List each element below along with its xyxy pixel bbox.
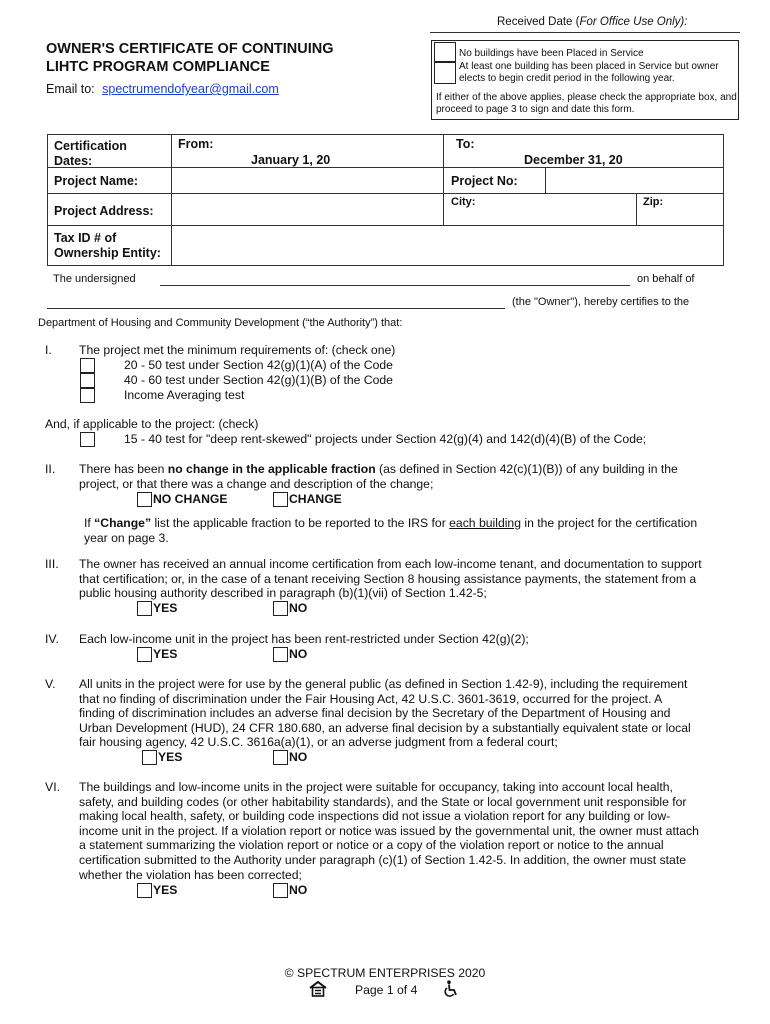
section-4-yes-checkbox[interactable] [137,647,152,662]
section-6-yes-checkbox[interactable] [137,883,152,898]
project-name-label-cell: Project Name: [47,167,172,194]
zip-field[interactable]: Zip: [636,193,724,226]
if-applicable-text: And, if applicable to the project: (check) [45,417,259,431]
project-no-label-cell: Project No: [443,167,546,194]
section-2-numeral: II. [45,462,56,476]
undersigned-label: The undersigned [53,273,136,285]
no-change-label: NO CHANGE [153,492,228,506]
section-4-no-checkbox[interactable] [273,647,288,662]
notice-instruction-line1: If either of the above applies, please check the appropriate box, and [436,92,737,103]
option-no-buildings: No buildings have been Placed in Service [459,48,644,59]
income-averaging-checkbox[interactable] [80,388,95,403]
no-buildings-placed-checkbox[interactable] [434,42,456,62]
test-20-50-label: 20 - 50 test under Section 42(g)(1)(A) of the Code [124,358,393,372]
equal-housing-icon [309,981,327,997]
page-title: OWNER'S CERTIFICATE OF CONTINUING LIHTC PROGRAM COMPLIANCE [46,41,334,75]
section-3-yes-checkbox[interactable] [137,601,152,616]
option-credit-period-line1: At least one building has been placed in Service but owner [459,61,719,72]
section-6-numeral: VI. [45,780,61,794]
change-checkbox[interactable] [273,492,288,507]
accessibility-icon [443,980,459,998]
owner-certifies-label: (the "Owner"), hereby certifies to the [512,296,690,308]
income-averaging-label: Income Averaging test [124,388,245,402]
cert-dates-label-cell: Certification Dates: [47,134,172,168]
section-3-text: The owner has received an annual income certification from each low-income tenant, and documentation to support that certification; or, in the case of a tenant receiving Section 8 housing assistance payments, the statement from a public housing authority described in paragraph (b)(1)(vii) of Section 1.42-5; [79,557,702,601]
section-3-no-label: NO [289,601,308,615]
undersigned-name-line[interactable] [160,285,630,286]
tax-id-label-cell: Tax ID # of Ownership Entity: [47,225,172,266]
department-statement: Department of Housing and Community Development (“the Authority”) that: [38,317,403,329]
project-name-field[interactable] [171,167,444,194]
notice-instruction-line2: proceed to page 3 to sign and date this form. [436,104,635,115]
change-label: CHANGE [289,492,342,506]
copyright: © SPECTRUM ENTERPRISES 2020 [284,966,486,980]
section-5-yes-label: YES [158,750,183,764]
section-6-yes-label: YES [153,883,178,897]
project-address-label-cell: Project Address: [47,193,172,226]
section-5-no-checkbox[interactable] [273,750,288,765]
to-date-field[interactable]: To: December 31, 20 [443,134,724,168]
section-5-yes-checkbox[interactable] [142,750,157,765]
option-credit-period-line2: elects to begin credit period in the following year. [459,73,675,84]
owner-name-line[interactable] [47,308,505,309]
section-6-text: The buildings and low-income units in the project were suitable for occupancy, taking into account local health, safety, and building codes (or other habitability standards), and the State or local government unit responsible for making local health, safety, or building code inspections did not issue a violation report for any building or low- income unit in the project. If a violation report or notice was issued by the governmental unit, the owner must attach a statement summarizing the violation report or notice or a copy of the violation report or notice to the annual certification submitted to the Authority under paragraph (c)(1) of Section 1.42-5. In addition, the owner must state whether the violation has been corrected; [79,780,699,882]
section-4-text: Each low-income unit in the project has been rent-restricted under Section 42(g)(2); [79,632,529,646]
section-4-yes-label: YES [153,647,178,661]
section-5-no-label: NO [289,750,308,764]
section-5-numeral: V. [45,677,56,691]
test-20-50-checkbox[interactable] [80,358,95,373]
credit-period-next-year-checkbox[interactable] [434,62,456,84]
project-no-field[interactable] [545,167,724,194]
deep-rent-skewed-checkbox[interactable] [80,432,95,447]
email-link[interactable]: spectrumendofyear@gmail.com [102,82,279,96]
city-field[interactable]: City: [443,193,637,226]
from-date-field[interactable]: From: January 1, 20 [171,134,444,168]
section-6-no-label: NO [289,883,308,897]
section-6-no-checkbox[interactable] [273,883,288,898]
section-1-text: The project met the minimum requirements of: (check one) [79,343,396,357]
section-5-text: All units in the project were for use by the general public (as defined in Section 1.42-9), including the requirement that no finding of discrimination under the Fair Housing Act, 42 U.S.C. 3601-3619, occurred for the project. A finding of discrimination includes an adverse final decision by the Secretary of the Department of Housing and Urban Development (HUD), 24 CFR 180.680, an adverse final decision by a substantially equivalent state or local fair housing agency, 42 U.S.C. 3616a(a)(1), or an adverse judgment from a federal court; [79,677,691,750]
deep-rent-skewed-label: 15 - 40 test for "deep rent-skewed" projects under Section 42(g)(4) and 142(d)(4)(B) of the Code; [124,432,647,446]
page-number: Page 1 of 4 [355,983,418,997]
project-address-field[interactable] [171,193,444,226]
received-date-underline [430,32,740,33]
change-note: If “Change” list the applicable fraction to be reported to the IRS for each building in the project for the certification year on page 3. [84,516,698,545]
section-3-numeral: III. [45,557,59,571]
tax-id-field[interactable] [171,225,724,266]
on-behalf-of-label: on behalf of [637,273,695,285]
section-1-numeral: I. [45,343,52,357]
section-3-yes-label: YES [153,601,178,615]
section-3-no-checkbox[interactable] [273,601,288,616]
received-date: Received Date (For Office Use Only): [497,16,688,28]
test-40-60-label: 40 - 60 test under Section 42(g)(1)(B) of the Code [124,373,393,387]
section-4-numeral: IV. [45,632,59,646]
section-2-text: There has been no change in the applicable fraction (as defined in Section 42(c)(1)(B)) of any building in the project, or that there was a change and description of the change; [79,462,678,491]
test-40-60-checkbox[interactable] [80,373,95,388]
section-4-no-label: NO [289,647,308,661]
email-line: Email to: spectrumendofyear@gmail.com [46,82,279,96]
no-change-checkbox[interactable] [137,492,152,507]
placed-in-service-box [431,40,739,120]
